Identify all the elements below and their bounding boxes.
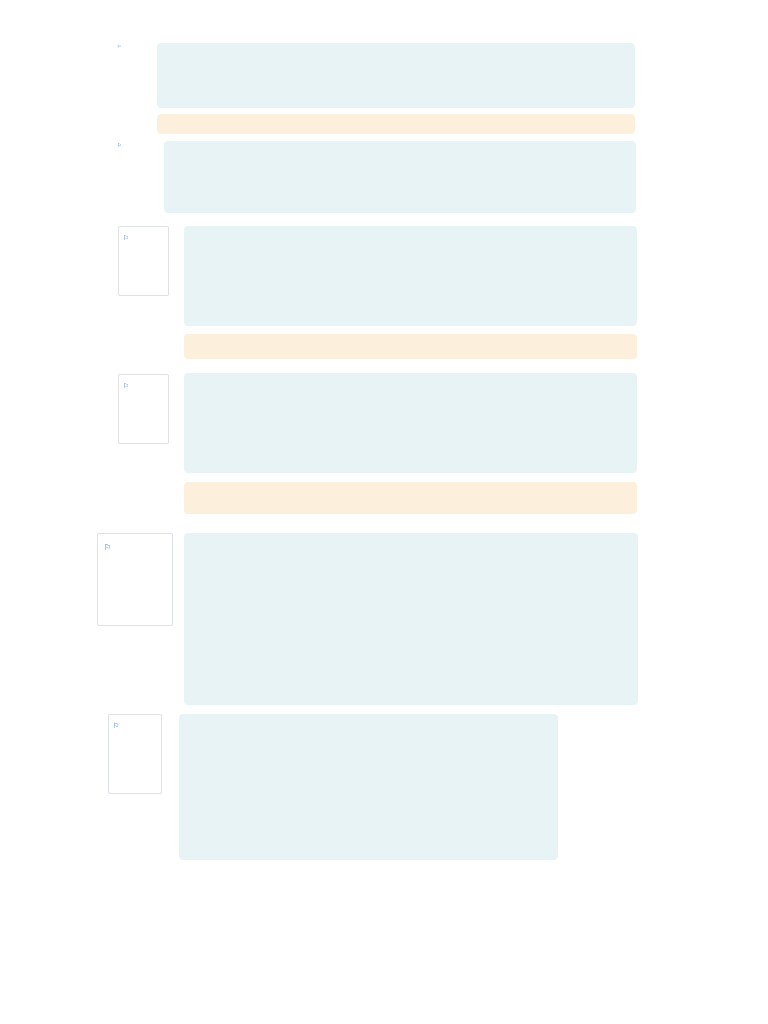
question-info-7	[108, 714, 162, 794]
question-content-4	[184, 226, 637, 326]
question-info-5	[118, 374, 169, 444]
flag-question-link[interactable]	[117, 44, 151, 50]
flag-question-link[interactable]	[123, 382, 164, 391]
question-content-3	[164, 141, 636, 213]
flag-question-link[interactable]	[113, 722, 157, 732]
question-content-7	[179, 714, 558, 860]
flag-icon: ⚐	[113, 723, 120, 730]
question-content-5	[184, 373, 637, 473]
feedback-correct-answer-5	[184, 482, 637, 514]
question-info-4	[118, 226, 169, 296]
question-info-3	[116, 142, 156, 192]
question-content-2	[157, 43, 635, 108]
question-content-6	[184, 533, 638, 705]
flag-icon: ⚐	[123, 383, 129, 390]
feedback-correct-answer-4	[184, 334, 637, 359]
flag-question-link[interactable]	[123, 234, 164, 243]
question-info-2	[116, 43, 152, 89]
flag-icon: ⚐	[123, 235, 129, 242]
flag-question-link[interactable]	[117, 143, 155, 150]
flag-icon: ⚐	[117, 143, 122, 149]
feedback-correct-answer-2	[157, 114, 635, 134]
flag-icon: ⚐	[104, 543, 112, 552]
flag-icon: ⚐	[117, 44, 122, 49]
question-info-6	[97, 533, 173, 626]
flag-question-link[interactable]	[104, 542, 166, 553]
